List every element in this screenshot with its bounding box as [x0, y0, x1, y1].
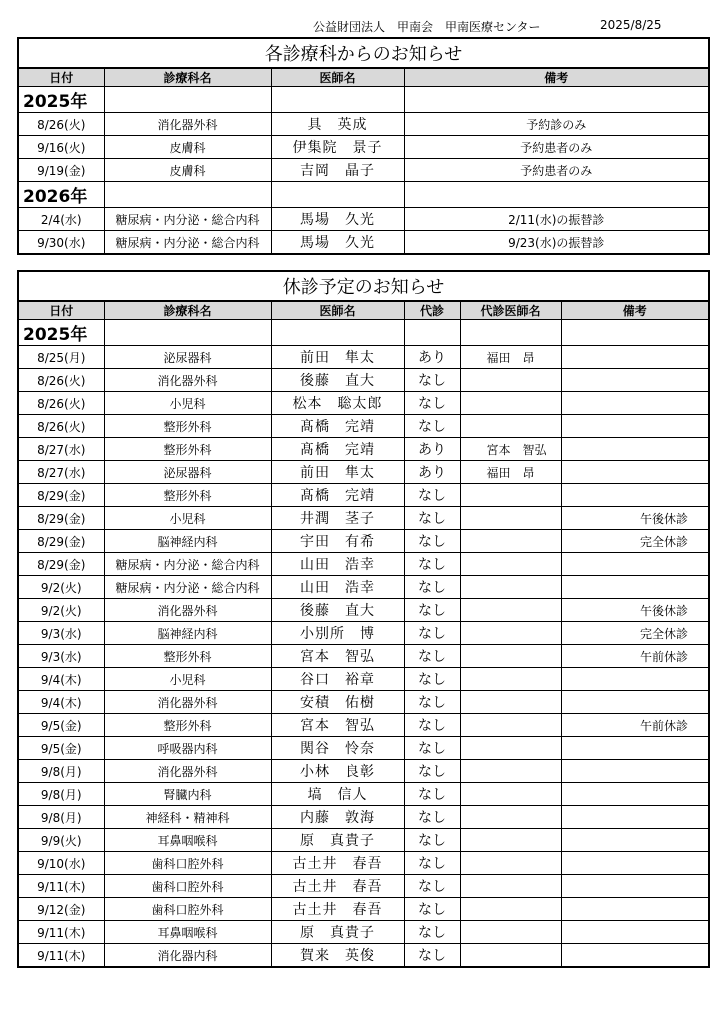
- date-cell: 9/3(水): [18, 622, 104, 645]
- table-row: [18, 783, 709, 806]
- closure-schedule-header-row: [18, 301, 709, 320]
- substitute-cell: なし: [404, 507, 460, 530]
- note-cell: [561, 392, 709, 415]
- date-cell: 9/16(火): [18, 136, 104, 159]
- substitute-doctor-cell: [460, 852, 561, 875]
- document-date: 2025/8/25: [600, 18, 662, 32]
- department-cell: 消化器外科: [104, 369, 271, 392]
- doctor-cell: 賀来 英俊: [271, 944, 404, 968]
- substitute-doctor-cell: [460, 714, 561, 737]
- substitute-doctor-cell: [460, 944, 561, 968]
- substitute-doctor-cell: [460, 484, 561, 507]
- doctor-cell: 馬場 久光: [271, 231, 404, 255]
- department-cell: 整形外科: [104, 714, 271, 737]
- date-cell: 8/26(火): [18, 392, 104, 415]
- document-header: [0, 16, 724, 36]
- note-cell: 午前休診: [561, 714, 709, 737]
- department-cell: 消化器外科: [104, 760, 271, 783]
- empty-cell: [104, 182, 271, 208]
- col-date-header: 日付: [18, 301, 104, 320]
- substitute-doctor-cell: [460, 783, 561, 806]
- substitute-cell: なし: [404, 852, 460, 875]
- table-row: [18, 829, 709, 852]
- department-cell: 泌尿器科: [104, 346, 271, 369]
- note-cell: [561, 921, 709, 944]
- table-row: [18, 415, 709, 438]
- substitute-doctor-cell: [460, 530, 561, 553]
- department-notices-table: [17, 37, 710, 255]
- substitute-cell: なし: [404, 737, 460, 760]
- substitute-cell: なし: [404, 484, 460, 507]
- doctor-cell: 吉岡 晶子: [271, 159, 404, 182]
- date-cell: 9/19(金): [18, 159, 104, 182]
- department-notices-title: 各診療科からのお知らせ: [18, 38, 709, 68]
- table-row: [18, 530, 709, 553]
- doctor-cell: 関谷 怜奈: [271, 737, 404, 760]
- department-cell: 消化器内科: [104, 944, 271, 968]
- table-row: [18, 806, 709, 829]
- table-row: [18, 944, 709, 968]
- department-cell: 整形外科: [104, 645, 271, 668]
- table-row: [18, 346, 709, 369]
- doctor-cell: 伊集院 景子: [271, 136, 404, 159]
- substitute-doctor-cell: [460, 415, 561, 438]
- substitute-doctor-cell: [460, 829, 561, 852]
- date-cell: 8/26(火): [18, 415, 104, 438]
- note-cell: [561, 737, 709, 760]
- date-cell: 9/9(火): [18, 829, 104, 852]
- note-cell: [561, 783, 709, 806]
- substitute-cell: なし: [404, 760, 460, 783]
- date-cell: 9/4(木): [18, 668, 104, 691]
- substitute-doctor-cell: [460, 760, 561, 783]
- note-cell: 完全休診: [561, 530, 709, 553]
- department-cell: 消化器外科: [104, 599, 271, 622]
- note-cell: 午後休診: [561, 599, 709, 622]
- substitute-cell: なし: [404, 369, 460, 392]
- substitute-doctor-cell: [460, 875, 561, 898]
- department-cell: 糖尿病・内分泌・総合内科: [104, 231, 271, 255]
- empty-cell: [271, 87, 404, 113]
- doctor-cell: 具 英成: [271, 113, 404, 136]
- table-row: [18, 691, 709, 714]
- table-row: [18, 622, 709, 645]
- date-cell: 8/29(金): [18, 530, 104, 553]
- note-cell: [561, 760, 709, 783]
- substitute-cell: なし: [404, 921, 460, 944]
- doctor-cell: 古土井 春吾: [271, 898, 404, 921]
- department-cell: 脳神経内科: [104, 530, 271, 553]
- substitute-cell: なし: [404, 691, 460, 714]
- note-cell: 午後休診: [561, 507, 709, 530]
- date-cell: 8/26(火): [18, 369, 104, 392]
- table-row: [18, 159, 709, 182]
- substitute-cell: なし: [404, 806, 460, 829]
- department-cell: 整形外科: [104, 438, 271, 461]
- substitute-cell: なし: [404, 599, 460, 622]
- col-note-header: 備考: [561, 301, 709, 320]
- department-cell: 整形外科: [104, 415, 271, 438]
- substitute-cell: なし: [404, 415, 460, 438]
- substitute-cell: あり: [404, 461, 460, 484]
- department-cell: 呼吸器内科: [104, 737, 271, 760]
- date-cell: 8/27(水): [18, 438, 104, 461]
- table-row: [18, 208, 709, 231]
- closure-schedule-title: 休診予定のお知らせ: [18, 271, 709, 301]
- department-cell: 泌尿器科: [104, 461, 271, 484]
- substitute-cell: あり: [404, 438, 460, 461]
- date-cell: 9/3(水): [18, 645, 104, 668]
- substitute-doctor-cell: [460, 392, 561, 415]
- substitute-doctor-cell: [460, 737, 561, 760]
- department-cell: 耳鼻咽喉科: [104, 921, 271, 944]
- substitute-doctor-cell: [460, 691, 561, 714]
- department-cell: 糖尿病・内分泌・総合内科: [104, 553, 271, 576]
- date-cell: 9/2(火): [18, 576, 104, 599]
- department-cell: 糖尿病・内分泌・総合内科: [104, 576, 271, 599]
- date-cell: 8/29(金): [18, 553, 104, 576]
- doctor-cell: 井潤 茎子: [271, 507, 404, 530]
- table-row: [18, 898, 709, 921]
- doctor-cell: 宮本 智弘: [271, 645, 404, 668]
- substitute-cell: なし: [404, 875, 460, 898]
- department-notices-header-row: [18, 68, 709, 87]
- substitute-doctor-cell: [460, 898, 561, 921]
- note-cell: [561, 875, 709, 898]
- col-doctor-header: 医師名: [271, 301, 404, 320]
- department-cell: 皮膚科: [104, 136, 271, 159]
- department-cell: 小児科: [104, 668, 271, 691]
- doctor-cell: 内藤 敦海: [271, 806, 404, 829]
- col-date-header: 日付: [18, 68, 104, 87]
- table-row: [18, 392, 709, 415]
- empty-cell: [404, 182, 709, 208]
- substitute-doctor-cell: [460, 599, 561, 622]
- doctor-cell: 山田 浩幸: [271, 576, 404, 599]
- col-doctor-header: 医師名: [271, 68, 404, 87]
- substitute-cell: なし: [404, 714, 460, 737]
- doctor-cell: 塙 信人: [271, 783, 404, 806]
- empty-cell: [271, 182, 404, 208]
- note-cell: 予約診のみ: [404, 113, 709, 136]
- date-cell: 8/29(金): [18, 484, 104, 507]
- date-cell: 9/5(金): [18, 737, 104, 760]
- doctor-cell: 髙橋 完靖: [271, 415, 404, 438]
- doctor-cell: 安積 佑樹: [271, 691, 404, 714]
- department-cell: 小児科: [104, 507, 271, 530]
- date-cell: 9/30(水): [18, 231, 104, 255]
- date-cell: 9/8(月): [18, 783, 104, 806]
- department-cell: 消化器外科: [104, 113, 271, 136]
- table-row: [18, 645, 709, 668]
- note-cell: [561, 852, 709, 875]
- department-cell: 歯科口腔外科: [104, 898, 271, 921]
- date-cell: 9/10(水): [18, 852, 104, 875]
- date-cell: 8/25(月): [18, 346, 104, 369]
- department-cell: 腎臓内科: [104, 783, 271, 806]
- department-cell: 歯科口腔外科: [104, 875, 271, 898]
- substitute-doctor-cell: [460, 668, 561, 691]
- note-cell: 2/11(水)の振替診: [404, 208, 709, 231]
- note-cell: [561, 668, 709, 691]
- substitute-cell: なし: [404, 392, 460, 415]
- department-cell: 整形外科: [104, 484, 271, 507]
- substitute-doctor-cell: [460, 576, 561, 599]
- note-cell: [561, 369, 709, 392]
- year-row: [18, 182, 709, 208]
- note-cell: [561, 484, 709, 507]
- date-cell: 9/4(木): [18, 691, 104, 714]
- note-cell: [561, 691, 709, 714]
- substitute-cell: なし: [404, 783, 460, 806]
- col-note-header: 備考: [404, 68, 709, 87]
- date-cell: 9/2(火): [18, 599, 104, 622]
- empty-cell: [104, 87, 271, 113]
- table-row: [18, 875, 709, 898]
- date-cell: 9/12(金): [18, 898, 104, 921]
- table-row: [18, 438, 709, 461]
- table-row: [18, 668, 709, 691]
- note-cell: 予約患者のみ: [404, 136, 709, 159]
- substitute-cell: なし: [404, 553, 460, 576]
- note-cell: 予約患者のみ: [404, 159, 709, 182]
- doctor-cell: 原 真貴子: [271, 921, 404, 944]
- note-cell: [561, 415, 709, 438]
- doctor-cell: 宮本 智弘: [271, 714, 404, 737]
- date-cell: 9/5(金): [18, 714, 104, 737]
- table-row: [18, 737, 709, 760]
- department-cell: 耳鼻咽喉科: [104, 829, 271, 852]
- doctor-cell: 古土井 春吾: [271, 875, 404, 898]
- year-label: 2026年: [18, 182, 104, 208]
- note-cell: 完全休診: [561, 622, 709, 645]
- substitute-doctor-cell: [460, 645, 561, 668]
- substitute-cell: なし: [404, 829, 460, 852]
- doctor-cell: 松本 聡太郎: [271, 392, 404, 415]
- note-cell: [561, 898, 709, 921]
- substitute-doctor-cell: [460, 921, 561, 944]
- note-cell: [561, 346, 709, 369]
- doctor-cell: 小林 良彰: [271, 760, 404, 783]
- note-cell: [561, 553, 709, 576]
- substitute-doctor-cell: 福田 昂: [460, 346, 561, 369]
- department-cell: 皮膚科: [104, 159, 271, 182]
- table-row: [18, 553, 709, 576]
- note-cell: [561, 576, 709, 599]
- organization-name: 公益財団法人 甲南会 甲南医療センター: [313, 20, 541, 34]
- substitute-doctor-cell: [460, 369, 561, 392]
- note-cell: [561, 829, 709, 852]
- doctor-cell: 馬場 久光: [271, 208, 404, 231]
- table-row: [18, 599, 709, 622]
- col-dept-header: 診療科名: [104, 301, 271, 320]
- doctor-cell: 後藤 直大: [271, 599, 404, 622]
- department-cell: 神経科・精神科: [104, 806, 271, 829]
- department-cell: 小児科: [104, 392, 271, 415]
- table-row: [18, 576, 709, 599]
- substitute-doctor-cell: [460, 622, 561, 645]
- doctor-cell: 前田 隼太: [271, 461, 404, 484]
- closure-schedule-table: [17, 270, 710, 968]
- date-cell: 2/4(水): [18, 208, 104, 231]
- substitute-doctor-cell: [460, 806, 561, 829]
- substitute-doctor-cell: [460, 553, 561, 576]
- substitute-doctor-cell: [460, 507, 561, 530]
- note-cell: 午前休診: [561, 645, 709, 668]
- doctor-cell: 髙橋 完靖: [271, 484, 404, 507]
- year-row: [18, 87, 709, 113]
- date-cell: 8/27(水): [18, 461, 104, 484]
- doctor-cell: 山田 浩幸: [271, 553, 404, 576]
- substitute-cell: なし: [404, 530, 460, 553]
- substitute-cell: なし: [404, 944, 460, 968]
- col-substitute-header: 代診: [404, 301, 460, 320]
- doctor-cell: 小別所 博: [271, 622, 404, 645]
- substitute-cell: なし: [404, 668, 460, 691]
- doctor-cell: 谷口 裕章: [271, 668, 404, 691]
- doctor-cell: 原 真貴子: [271, 829, 404, 852]
- doctor-cell: 髙橋 完靖: [271, 438, 404, 461]
- department-cell: 消化器外科: [104, 691, 271, 714]
- substitute-cell: なし: [404, 645, 460, 668]
- table-row: [18, 921, 709, 944]
- table-row: [18, 484, 709, 507]
- table-row: [18, 369, 709, 392]
- substitute-cell: あり: [404, 346, 460, 369]
- doctor-cell: 宇田 有希: [271, 530, 404, 553]
- date-cell: 9/11(木): [18, 875, 104, 898]
- substitute-doctor-cell: 宮本 智弘: [460, 438, 561, 461]
- doctor-cell: 古土井 春吾: [271, 852, 404, 875]
- substitute-cell: なし: [404, 576, 460, 599]
- table-row: [18, 852, 709, 875]
- note-cell: [561, 944, 709, 968]
- date-cell: 9/8(月): [18, 760, 104, 783]
- table-row: [18, 113, 709, 136]
- col-dept-header: 診療科名: [104, 68, 271, 87]
- table-row: [18, 714, 709, 737]
- table-row: [18, 136, 709, 159]
- date-cell: 9/11(木): [18, 921, 104, 944]
- table-row: [18, 461, 709, 484]
- date-cell: 9/11(木): [18, 944, 104, 968]
- doctor-cell: 前田 隼太: [271, 346, 404, 369]
- date-cell: 8/26(火): [18, 113, 104, 136]
- substitute-cell: なし: [404, 622, 460, 645]
- table-row: [18, 507, 709, 530]
- department-cell: 脳神経内科: [104, 622, 271, 645]
- table-row: [18, 760, 709, 783]
- empty-cell: [404, 87, 709, 113]
- doctor-cell: 後藤 直大: [271, 369, 404, 392]
- note-cell: 9/23(水)の振替診: [404, 231, 709, 255]
- note-cell: [561, 438, 709, 461]
- year-row: [18, 320, 709, 346]
- department-cell: 歯科口腔外科: [104, 852, 271, 875]
- year-label: 2025年: [18, 320, 104, 346]
- date-cell: 9/8(月): [18, 806, 104, 829]
- col-substitute-doctor-header: 代診医師名: [460, 301, 561, 320]
- table-row: [18, 231, 709, 255]
- note-cell: [561, 806, 709, 829]
- year-label: 2025年: [18, 87, 104, 113]
- date-cell: 8/29(金): [18, 507, 104, 530]
- substitute-cell: なし: [404, 898, 460, 921]
- note-cell: [561, 461, 709, 484]
- department-cell: 糖尿病・内分泌・総合内科: [104, 208, 271, 231]
- substitute-doctor-cell: 福田 昂: [460, 461, 561, 484]
